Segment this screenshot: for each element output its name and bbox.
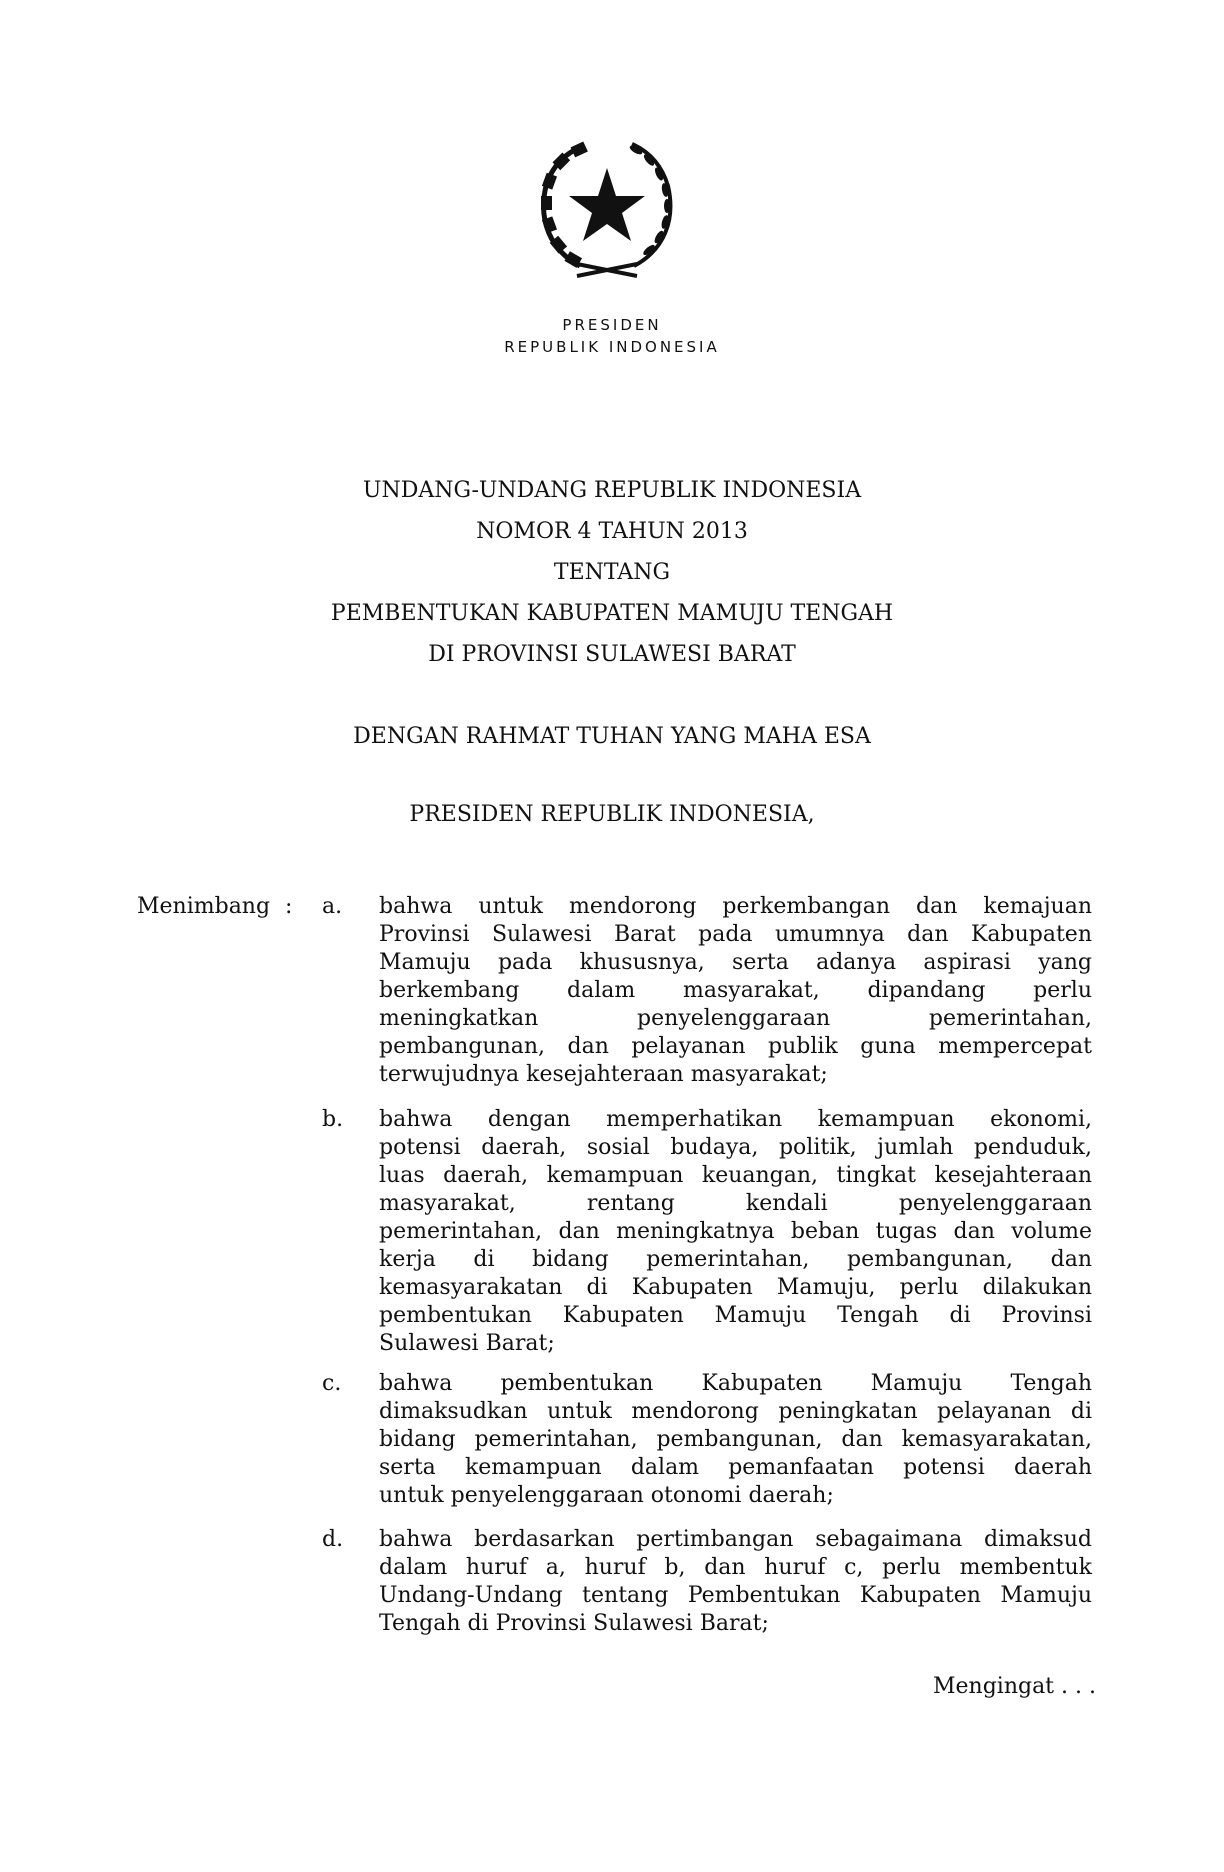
item-line: pemerintahan, dan meningkatnya beban tugas dan volume xyxy=(379,1219,1092,1244)
item-letter: a. xyxy=(322,894,343,919)
considering-item-c xyxy=(379,1370,1092,1510)
emblem-svg xyxy=(532,138,682,284)
item-line: berkembang dalam masyarakat, dipandang perlu xyxy=(379,978,1092,1003)
title-line: NOMOR 4 TAHUN 2013 xyxy=(476,519,748,544)
page-continuation: Mengingat . . . xyxy=(932,1674,1096,1699)
item-letter: d. xyxy=(322,1527,344,1552)
letterhead-line-1: PRESIDEN xyxy=(562,316,662,334)
item-line: pembangunan, dan pelayanan publik guna mempercepat xyxy=(379,1034,1092,1059)
document-title xyxy=(0,470,1224,675)
item-line: bahwa dengan memperhatikan kemampuan ekonomi, xyxy=(379,1107,1092,1132)
item-line: dimaksudkan untuk mendorong peningkatan pelayanan di xyxy=(379,1399,1092,1424)
item-line: Sulawesi Barat; xyxy=(379,1331,555,1356)
considering-item-d xyxy=(379,1526,1092,1638)
item-line: Mamuju pada khususnya, serta adanya aspirasi yang xyxy=(379,950,1092,975)
item-line: Tengah di Provinsi Sulawesi Barat; xyxy=(379,1611,769,1636)
item-line: masyarakat, rentang kendali penyelenggaraan xyxy=(379,1191,1092,1216)
item-line: dalam huruf a, huruf b, dan huruf c, perlu membentuk xyxy=(379,1555,1092,1580)
title-line: UNDANG-UNDANG REPUBLIK INDONESIA xyxy=(362,478,862,503)
item-line: serta kemampuan dalam pemanfaatan potensi daerah xyxy=(379,1455,1092,1480)
item-line: meningkatkan penyelenggaraan pemerintahan, xyxy=(379,1006,1092,1031)
considering-colon: : xyxy=(285,894,293,919)
garuda-emblem-icon xyxy=(532,138,682,284)
item-line: kemasyarakatan di Kabupaten Mamuju, perlu dilakukan xyxy=(379,1275,1092,1300)
item-line: Provinsi Sulawesi Barat pada umumnya dan Kabupaten xyxy=(379,922,1092,947)
item-line: bahwa berdasarkan pertimbangan sebagaimana dimaksud xyxy=(379,1527,1092,1552)
item-line: Undang-Undang tentang Pembentukan Kabupaten Mamuju xyxy=(379,1583,1092,1608)
considering-item-b xyxy=(379,1106,1092,1358)
letterhead-line-2: REPUBLIK INDONESIA xyxy=(504,338,720,356)
blessing-line: DENGAN RAHMAT TUHAN YANG MAHA ESA xyxy=(353,724,871,749)
title-line: DI PROVINSI SULAWESI BARAT xyxy=(428,642,796,667)
item-line: untuk penyelenggaraan otonomi daerah; xyxy=(379,1483,834,1508)
considering-item-a xyxy=(379,893,1092,1089)
title-line: PEMBENTUKAN KABUPATEN MAMUJU TENGAH xyxy=(330,601,894,626)
item-letter: b. xyxy=(322,1107,344,1132)
item-line: pembentukan Kabupaten Mamuju Tengah di Provinsi xyxy=(379,1303,1092,1328)
item-line: terwujudnya kesejahteraan masyarakat; xyxy=(379,1062,828,1087)
considering-label: Menimbang xyxy=(137,894,271,919)
item-letter: c. xyxy=(322,1371,342,1396)
president-line: PRESIDEN REPUBLIK INDONESIA, xyxy=(409,802,815,827)
item-line: bahwa untuk mendorong perkembangan dan kemajuan xyxy=(379,894,1092,919)
item-line: bahwa pembentukan Kabupaten Mamuju Tengah xyxy=(379,1371,1092,1396)
item-line: luas daerah, kemampuan keuangan, tingkat kesejahteraan xyxy=(379,1163,1092,1188)
item-line: bidang pemerintahan, pembangunan, dan kemasyarakatan, xyxy=(379,1427,1092,1452)
item-line: kerja di bidang pemerintahan, pembangunan, dan xyxy=(379,1247,1092,1272)
title-line: TENTANG xyxy=(553,560,671,585)
item-line: potensi daerah, sosial budaya, politik, jumlah penduduk, xyxy=(379,1135,1092,1160)
